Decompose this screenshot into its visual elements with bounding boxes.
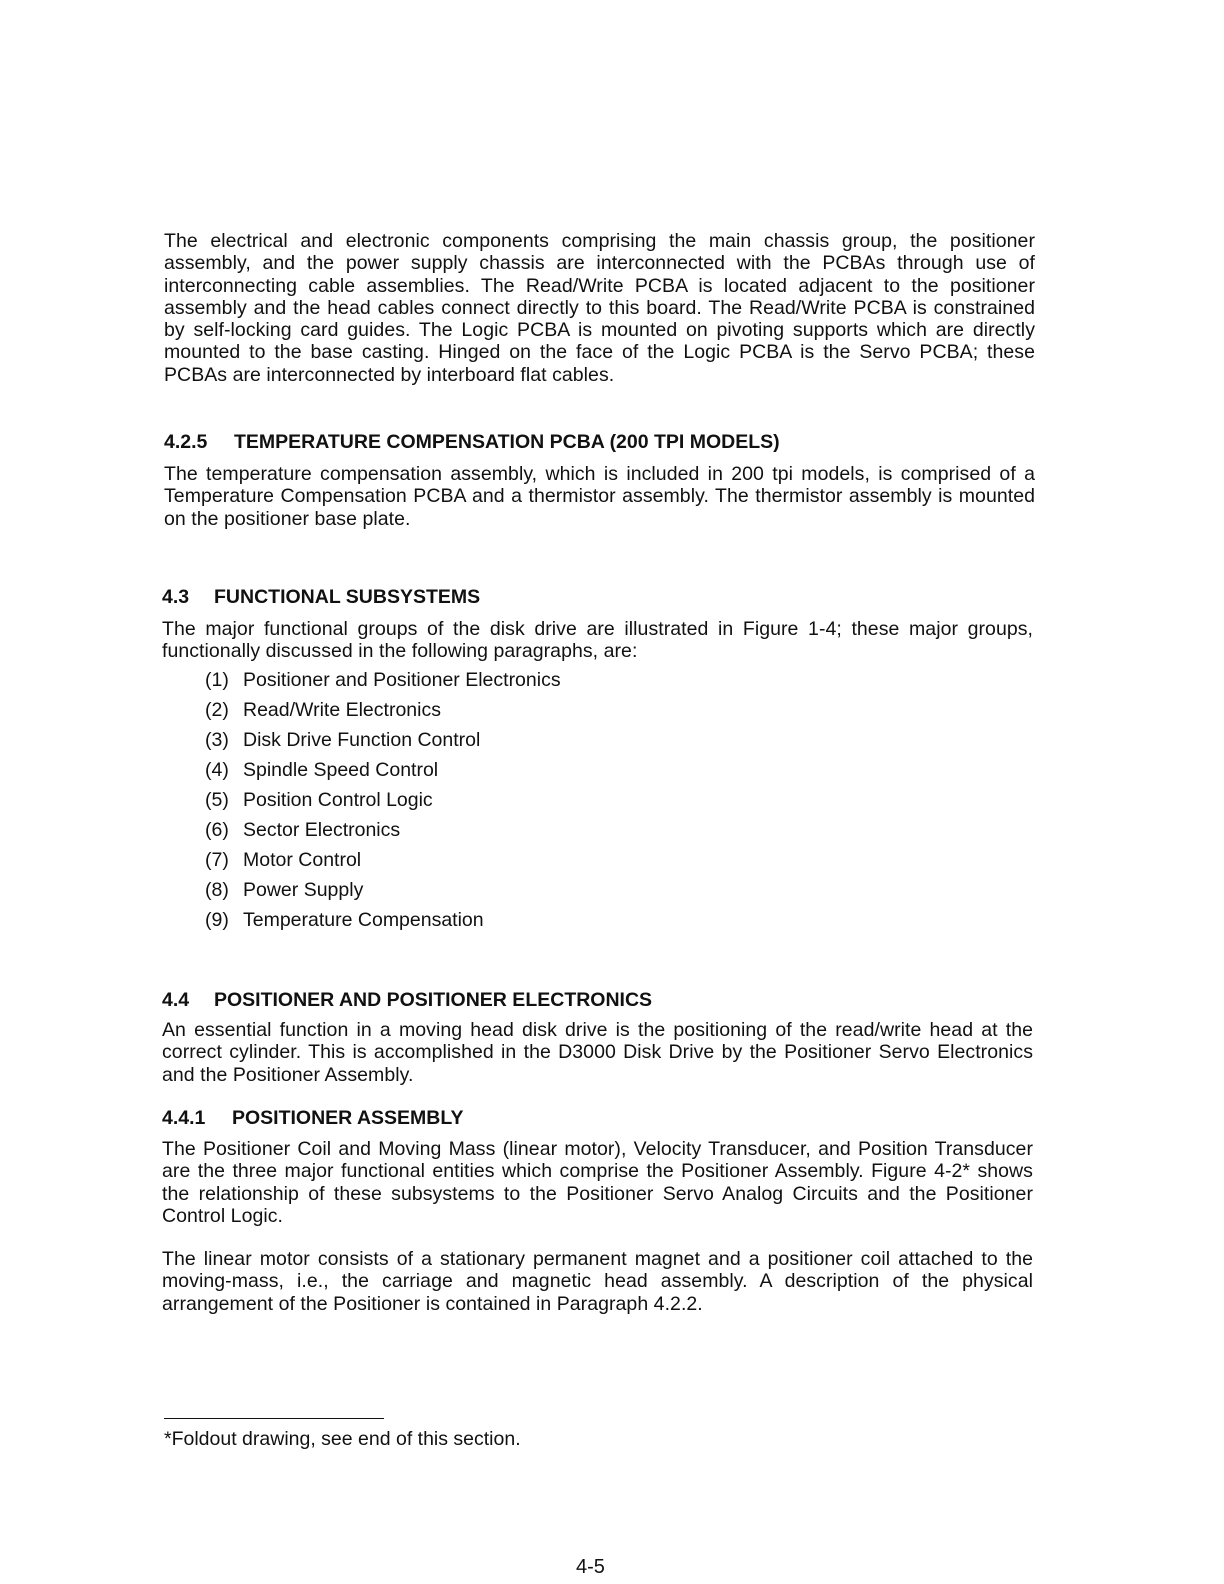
section-number: 4.2.5 (164, 431, 208, 453)
footnote-divider (164, 1418, 384, 1419)
intro-paragraph: The electrical and electronic components comprising the main chassis group, the positioner assembly, and the power supply chassis are interconnected with the PCBAs through use of interconnecting cable assemblies. The Read/Write PCBA is located adjacent to the positioner assembly and the head cables connect directly to this board. The Read/Write PCBA is constrained by self-locking card guides. The Logic PCBA is mounted on pivoting supports which are directly mounted to the base casting. Hinged on the face of the Logic PCBA is the Servo PCBA; these PCBAs are interconnected by interboard flat cables. (164, 230, 1035, 386)
functional-subsystems-paragraph: The major functional groups of the disk drive are illustrated in Figure 1-4; these major groups, functionally discussed in the following paragraphs, are: (162, 618, 1033, 663)
list-item: (3) Disk Drive Function Control (205, 729, 481, 751)
section-heading-4-4 (162, 989, 652, 1011)
list-item: (8) Power Supply (205, 879, 364, 901)
positioner-electronics-paragraph: An essential function in a moving head disk drive is the positioning of the read/write head at the correct cylinder. This is accomplished in the D3000 Disk Drive by the Positioner Servo Electronics and the Positioner Assembly. (162, 1019, 1033, 1086)
list-item: (4) Spindle Speed Control (205, 759, 439, 781)
section-title: FUNCTIONAL SUBSYSTEMS (214, 586, 481, 608)
list-item: (6) Sector Electronics (205, 819, 401, 841)
linear-motor-paragraph: The linear motor consists of a stationary permanent magnet and a positioner coil attached to the moving-mass, i.e., the carriage and magnetic head assembly. A description of the physical arrangement of the Positioner is contained in Paragraph 4.2.2. (162, 1248, 1033, 1315)
section-title: POSITIONER ASSEMBLY (232, 1107, 464, 1129)
section-number: 4.3 (162, 586, 190, 608)
footnote: *Foldout drawing, see end of this section. (164, 1428, 521, 1450)
list-item: (1) Positioner and Positioner Electronics (205, 669, 561, 691)
positioner-assembly-paragraph: The Positioner Coil and Moving Mass (linear motor), Velocity Transducer, and Position Transducer are the three major functional entities which comprise the Positioner Assembly. Figure 4-2* shows the relationship of these subsystems to the Positioner Servo Analog Circuits and the Positioner Control Logic. (162, 1138, 1033, 1227)
list-item: (9) Temperature Compensation (205, 909, 484, 931)
section-title: POSITIONER AND POSITIONER ELECTRONICS (214, 989, 653, 1011)
list-item: (5) Position Control Logic (205, 789, 433, 811)
list-item: (7) Motor Control (205, 849, 362, 871)
subsystems-list (205, 668, 561, 938)
temperature-compensation-paragraph: The temperature compensation assembly, which is included in 200 tpi models, is comprised of a Temperature Compensation PCBA and a thermistor assembly. The thermistor assembly is mounted on the positioner base plate. (164, 463, 1035, 530)
list-item: (2) Read/Write Electronics (205, 699, 441, 721)
section-number: 4.4.1 (162, 1107, 206, 1129)
page-number: 4-5 (576, 1556, 605, 1578)
section-title: TEMPERATURE COMPENSATION PCBA (200 TPI MODELS) (234, 431, 780, 453)
section-heading-4-4-1 (162, 1107, 464, 1129)
section-heading-4-3 (162, 586, 480, 608)
section-heading-4-2-5 (164, 431, 780, 453)
section-number: 4.4 (162, 989, 190, 1011)
